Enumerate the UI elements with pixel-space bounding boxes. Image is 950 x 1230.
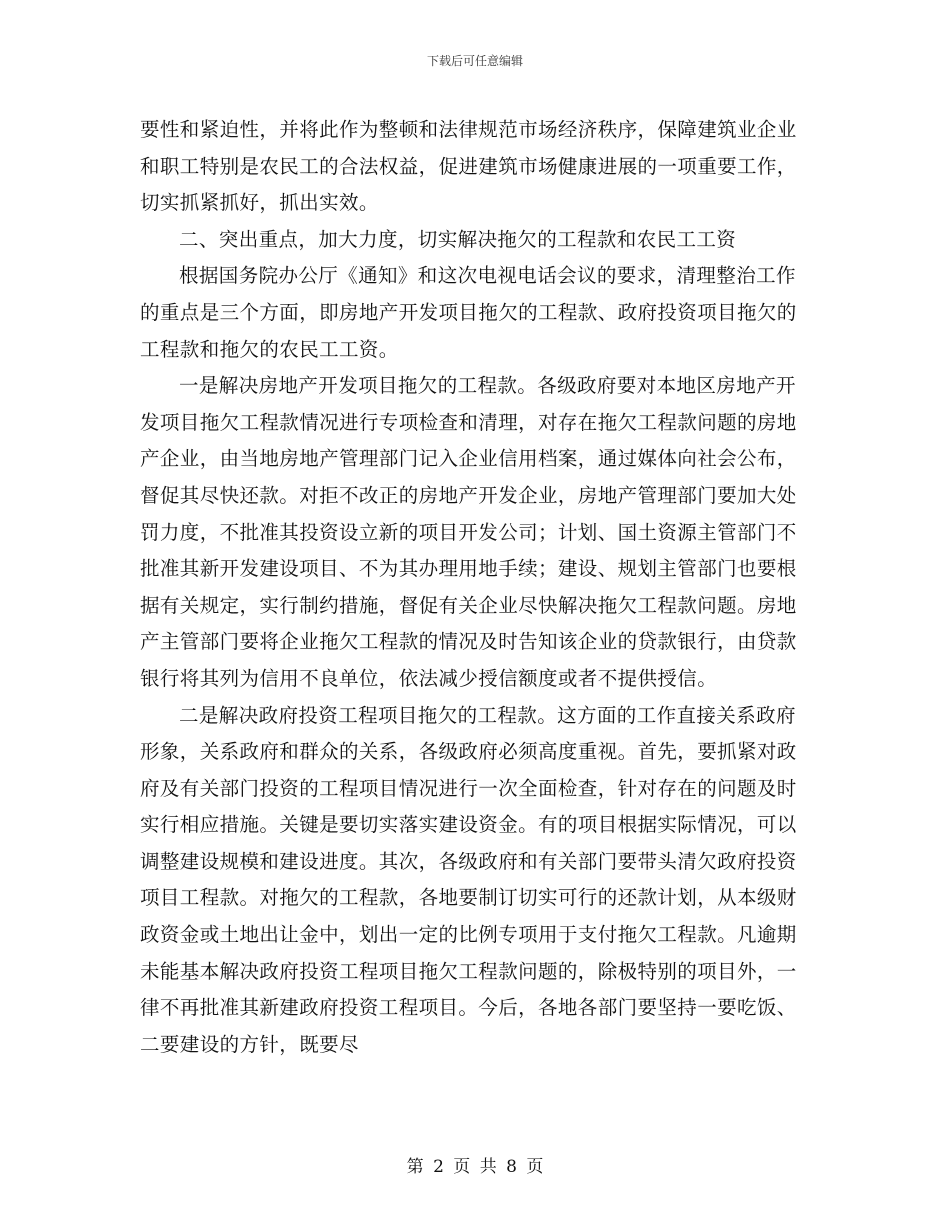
section-heading: 二、突出重点，加大力度，切实解决拖欠的工程款和农民工工资: [179, 227, 737, 251]
page-header-note: 下载后可任意编辑: [426, 54, 523, 68]
paragraph: 根据国务院办公厅《通知》和这次电视电话会议的要求，清理整治工作的重点是三个方面，即房地产开发项目拖欠的工程款、政府投资项目拖欠的工程款和拖欠的农民工工资。: [140, 264, 797, 361]
page-number-footer: 第 2 页 共 8 页: [406, 1157, 544, 1177]
document-body: [140, 112, 810, 1063]
paragraph: 一是解决房地产开发项目拖欠的工程款。各级政府要对本地区房地产开发项目拖欠工程款情况进行专项检查和清理，对存在拖欠工程款问题的房地产企业，由当地房地产管理部门记入企业信用档案，通过媒体向社会公布，督促其尽快还款。对拒不改正的房地产开发企业，房地产管理部门要加大处罚力度，不批准其投资设立新的项目开发公司；计划、国土资源主管部门不批准其新开发建设项目、不为其办理用地手续；建设、规划主管部门也要根据有关规定，实行制约措施，督促有关企业尽快解决拖欠工程款问题。房地产主管部门要将企业拖欠工程款的情况及时告知该企业的贷款银行，由贷款银行将其列为信用不良单位，依法减少授信额度或者不提供授信。: [140, 374, 797, 690]
paragraph-continuation: 要性和紧迫性，并将此作为整顿和法律规范市场经济秩序，保障建筑业企业和职工特别是农民工的合法权益，促进建筑市场健康进展的一项重要工作，切实抓紧抓好，抓出实效。: [140, 118, 797, 215]
paragraph: 二是解决政府投资工程项目拖欠的工程款。这方面的工作直接关系政府形象，关系政府和群众的关系，各级政府必须高度重视。首先，要抓紧对政府及有关部门投资的工程项目情况进行一次全面检查，针对存在的问题及时实行相应措施。关键是要切实落实建设资金。有的项目根据实际情况，可以调整建设规模和建设进度。其次，各级政府和有关部门要带头清欠政府投资项目工程款。对拖欠的工程款，各地要制订切实可行的还款计划，从本级财政资金或土地出让金中，划出一定的比例专项用于支付拖欠工程款。凡逾期未能基本解决政府投资工程项目拖欠工程款问题的，除极特别的项目外，一律不再批准其新建政府投资工程项目。今后，各地各部门要坚持一要吃饭、二要建设的方针，既要尽: [140, 703, 797, 1056]
